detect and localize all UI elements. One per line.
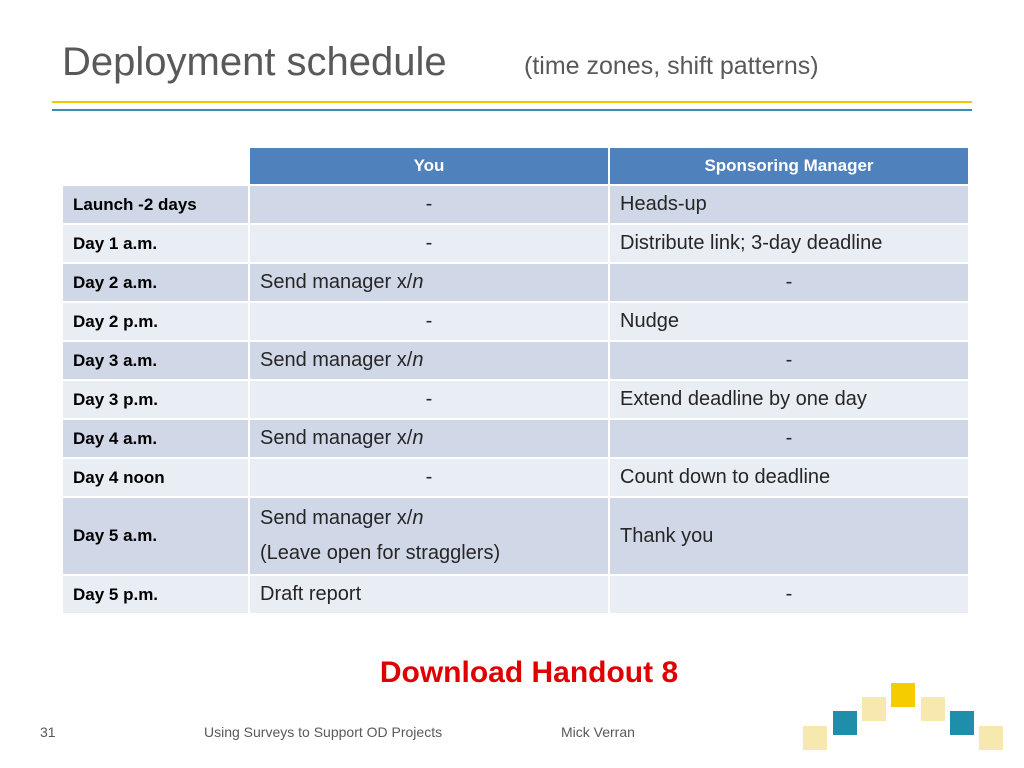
title-divider-teal [52,109,972,111]
row-label: Day 4 a.m. [62,419,249,458]
table-row [62,224,969,263]
slide-title: Deployment schedule [62,40,447,84]
row-label: Day 3 p.m. [62,380,249,419]
you-cell-line1: Send manager x/n [260,507,424,529]
row-label: Day 3 a.m. [62,341,249,380]
deployment-schedule-table [61,146,970,615]
title-divider-gold [52,101,972,103]
decor-square [891,683,915,707]
table-row [62,302,969,341]
row-label: Day 2 p.m. [62,302,249,341]
you-cell: Send manager x/n [249,341,609,380]
row-label: Day 5 a.m. [62,497,249,575]
row-label: Day 2 a.m. [62,263,249,302]
download-handout-link[interactable]: Download Handout 8 [379,656,679,689]
you-cell: - [249,302,609,341]
manager-cell: - [609,341,969,380]
manager-cell: Distribute link; 3-day deadline [609,224,969,263]
column-header-sponsoring-manager: Sponsoring Manager [609,147,969,185]
you-cell: Send manager x/n [249,419,609,458]
you-cell: - [249,458,609,497]
table-row [62,497,969,575]
slide-subtitle: (time zones, shift patterns) [524,52,819,80]
manager-cell: - [609,263,969,302]
manager-cell: - [609,419,969,458]
decor-square [950,711,974,735]
manager-cell: Thank you [609,497,969,575]
decor-square [803,726,827,750]
decor-square [921,697,945,721]
table-row [62,575,969,614]
row-label: Launch -2 days [62,185,249,224]
you-cell: Draft report [249,575,609,614]
manager-cell: Nudge [609,302,969,341]
manager-cell: Count down to deadline [609,458,969,497]
slide-number: 31 [40,724,56,740]
decor-square [862,697,886,721]
table-row [62,263,969,302]
row-label: Day 4 noon [62,458,249,497]
table-row [62,419,969,458]
table-corner-cell [62,147,249,185]
you-cell: - [249,185,609,224]
you-cell: Send manager x/n [249,263,609,302]
manager-cell: - [609,575,969,614]
footer-title: Using Surveys to Support OD Projects [204,724,443,740]
you-cell: - [249,380,609,419]
row-label: Day 5 p.m. [62,575,249,614]
table-row [62,380,969,419]
table-row [62,341,969,380]
table-header-row [62,147,969,185]
you-cell [249,497,609,575]
manager-cell: Heads-up [609,185,969,224]
table-row [62,458,969,497]
decor-square [979,726,1003,750]
decor-square [833,711,857,735]
you-cell: - [249,224,609,263]
column-header-you: You [249,147,609,185]
table-row [62,185,969,224]
you-cell-line2: (Leave open for stragglers) [260,542,501,564]
manager-cell: Extend deadline by one day [609,380,969,419]
row-label: Day 1 a.m. [62,224,249,263]
footer-author: Mick Verran [561,724,635,740]
